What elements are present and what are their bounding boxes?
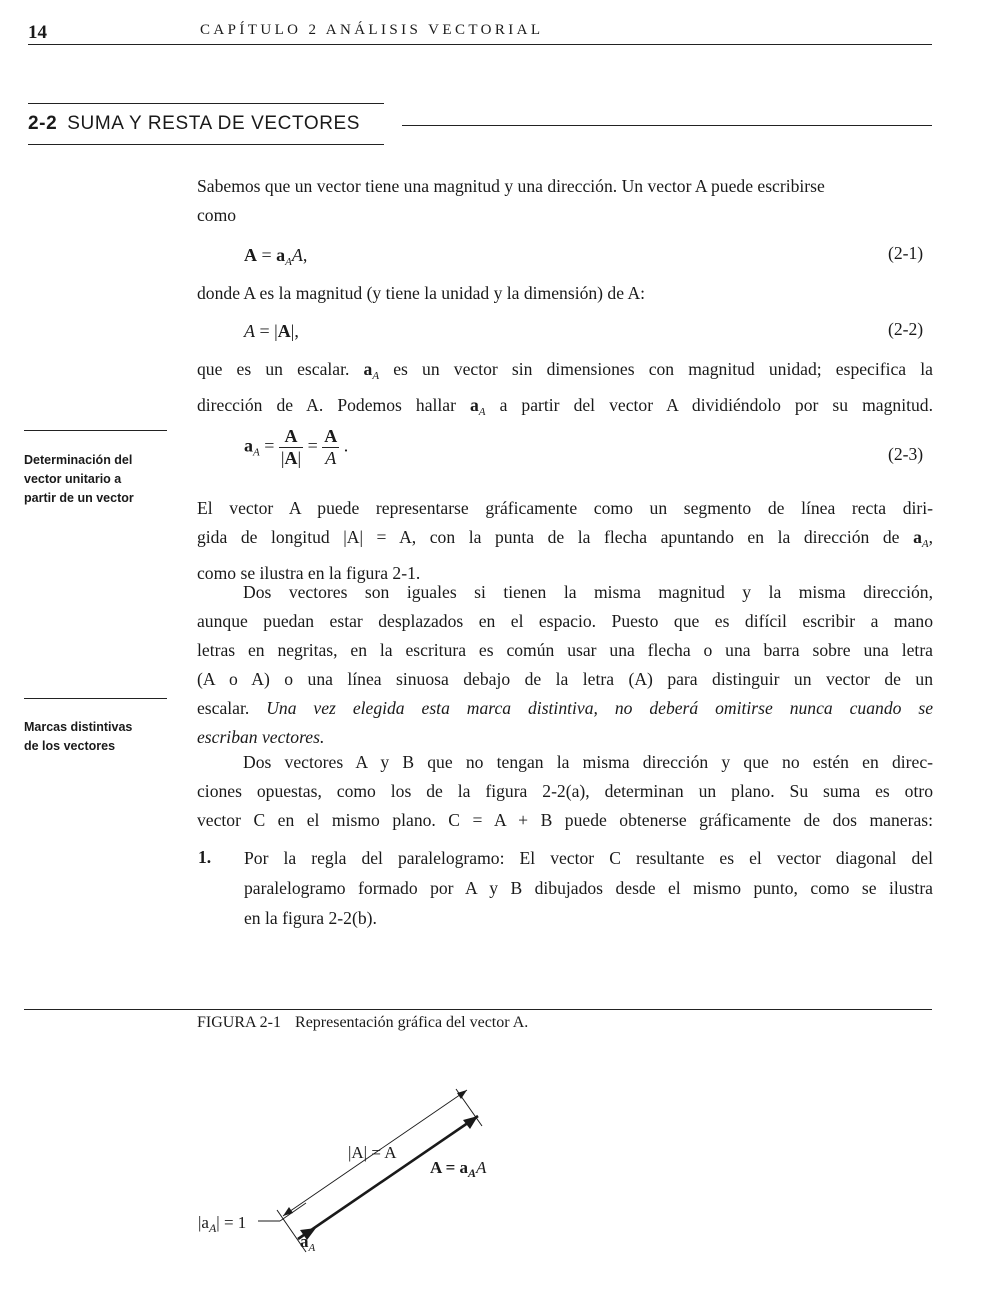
text-line: Dos vectores A y B que no tengan la misma dirección y que no estén en direc- bbox=[243, 752, 933, 772]
equation-2-1: $A = a_AA$, bbox=[244, 245, 308, 268]
magnitude-label: |A| = A bbox=[348, 1143, 397, 1162]
text-line bbox=[197, 694, 933, 723]
vector-label-text: A = a bbox=[430, 1158, 469, 1177]
dimension-arrow-tail bbox=[283, 1207, 293, 1216]
unit-magnitude-label bbox=[198, 1213, 246, 1235]
text-run: es un vector sin dimensiones con magnitud unidad; especifica la bbox=[393, 359, 933, 379]
equation-number-2-3: (2-3) bbox=[888, 444, 924, 464]
text-run: a partir del vector A dividiéndolo por su magnitud. bbox=[499, 395, 933, 415]
text-run: dirección de A. Podemos hallar bbox=[197, 395, 456, 415]
text-line: donde A es la magnitud (y tiene la unidad y la dimensión) de A: bbox=[197, 283, 646, 303]
header-rule bbox=[28, 44, 932, 45]
equation-number-2-1: (2-1) bbox=[888, 243, 924, 263]
fraction: $\frac{A}{|A|}$ bbox=[280, 426, 302, 468]
paragraph-5 bbox=[197, 578, 933, 752]
text-run: escalar. bbox=[197, 698, 250, 718]
unit-magnitude-text: |a bbox=[198, 1213, 209, 1232]
section-rule-top bbox=[28, 103, 384, 104]
section-number: 2-2 bbox=[28, 113, 58, 134]
section-rule-right bbox=[402, 125, 932, 126]
figure-label: FIGURA 2-1 bbox=[197, 1014, 282, 1031]
text-line: letras en negritas, en la escritura es común usar una flecha o una barra sobre una letra bbox=[197, 640, 933, 660]
text-line: gida de longitud |A| = A, con la punta de la flecha apuntando en la dirección de $a_A$, bbox=[197, 527, 933, 550]
list-item-number: 1. bbox=[198, 847, 212, 867]
text-line: como se ilustra en la figura 2-1. bbox=[197, 563, 421, 583]
margin-note-line: vector unitario a bbox=[24, 472, 122, 486]
paragraph-4 bbox=[197, 494, 933, 588]
text-line: ciones opuestas, como los de la figura 2-2(a), determinan un plano. Su suma es otro bbox=[197, 781, 933, 801]
equation-2-2: A = |A|, bbox=[244, 321, 299, 341]
unit-magnitude-rest: | = 1 bbox=[216, 1213, 247, 1232]
section-heading bbox=[28, 113, 360, 135]
paragraph-6 bbox=[197, 748, 933, 835]
text-run: gida de longitud |A| = A, con la punta de la flecha apuntando en la dirección de bbox=[197, 527, 900, 547]
paragraph-3 bbox=[197, 355, 933, 427]
margin-note-line: Determinación del bbox=[24, 453, 133, 467]
vector-label bbox=[430, 1158, 487, 1180]
vector-a-line bbox=[298, 1116, 478, 1239]
text-line: como bbox=[197, 205, 237, 225]
page-number: 14 bbox=[28, 22, 47, 43]
emphasis-text: Una vez elegida esta marca distintiva, no deberá omitirse nunca cuando se bbox=[266, 698, 933, 718]
paragraph-1 bbox=[197, 172, 933, 230]
text-line: vector C en el mismo plano. C = A + B puede obtenerse gráficamente de dos maneras: bbox=[197, 810, 933, 830]
margin-note-line: Marcas distintivas bbox=[24, 720, 133, 734]
equation-number-2-2: (2-2) bbox=[888, 319, 924, 339]
text-line: dirección de A. Podemos hallar $a_A$ a partir del vector A dividiéndolo por su magnitud. bbox=[197, 395, 933, 418]
text-line: (A o A) o una línea sinuosa debajo de la letra (A) para distinguir un vector de un bbox=[197, 669, 933, 689]
text-line: en la figura 2-2(b). bbox=[244, 908, 377, 928]
equation-2-3: $a_A$ = $\frac{A}{|A|}$ = $\frac{A}{A}$ . bbox=[244, 426, 349, 468]
text-line: aunque puedan estar desplazados en el espacio. Puesto que es difícil escribir a mano bbox=[197, 611, 933, 631]
list-item-text bbox=[244, 843, 933, 933]
fraction: $\frac{A}{A}$ bbox=[324, 426, 338, 468]
subscript: A bbox=[468, 1166, 477, 1180]
text-line: Dos vectores son iguales si tienen la misma magnitud y la misma dirección, bbox=[243, 582, 933, 602]
section-title: SUMA Y RESTA DE VECTORES bbox=[67, 113, 361, 134]
unit-vector-text: a bbox=[300, 1232, 309, 1251]
margin-note-unit-vector bbox=[24, 451, 174, 508]
emphasis-text: escriban vectores. bbox=[197, 727, 325, 747]
text-line: Sabemos que un vector tiene una magnitud y una dirección. Un vector A puede escribirse bbox=[197, 176, 825, 196]
text-line: que es un escalar. $a_A$ es un vector sin dimensiones con magnitud unidad; especifica la bbox=[197, 359, 933, 382]
margin-note-line: partir de un vector bbox=[24, 491, 134, 505]
margin-note-line: de los vectores bbox=[24, 739, 116, 753]
margin-rule-2 bbox=[24, 698, 167, 699]
section-rule-bottom bbox=[28, 144, 384, 145]
vector-diagram bbox=[180, 1060, 540, 1280]
unit-dimension-line bbox=[280, 1203, 306, 1221]
text-line: Por la regla del paralelogramo: El vector C resultante es el vector diagonal del bbox=[244, 848, 933, 868]
margin-rule-1 bbox=[24, 430, 167, 431]
text-line: paralelogramo formado por A y B dibujados desde el mismo punto, como se ilustra bbox=[244, 878, 933, 898]
text-line: El vector A puede representarse gráficamente como un segmento de línea recta diri- bbox=[197, 498, 933, 518]
figure-caption bbox=[197, 1014, 528, 1032]
subscript: A bbox=[208, 1221, 217, 1235]
running-header: CAPÍTULO 2 ANÁLISIS VECTORIAL bbox=[200, 22, 544, 38]
text-run: que es un escalar. bbox=[197, 359, 350, 379]
unit-vector-label bbox=[300, 1232, 316, 1254]
figure-rule bbox=[24, 1009, 932, 1010]
subscript: A bbox=[308, 1242, 316, 1254]
figure-caption-text: Representación gráfica del vector A. bbox=[295, 1014, 529, 1031]
margin-note-notation bbox=[24, 718, 174, 756]
paragraph-2 bbox=[197, 279, 933, 308]
scalar-symbol: A bbox=[476, 1158, 487, 1177]
